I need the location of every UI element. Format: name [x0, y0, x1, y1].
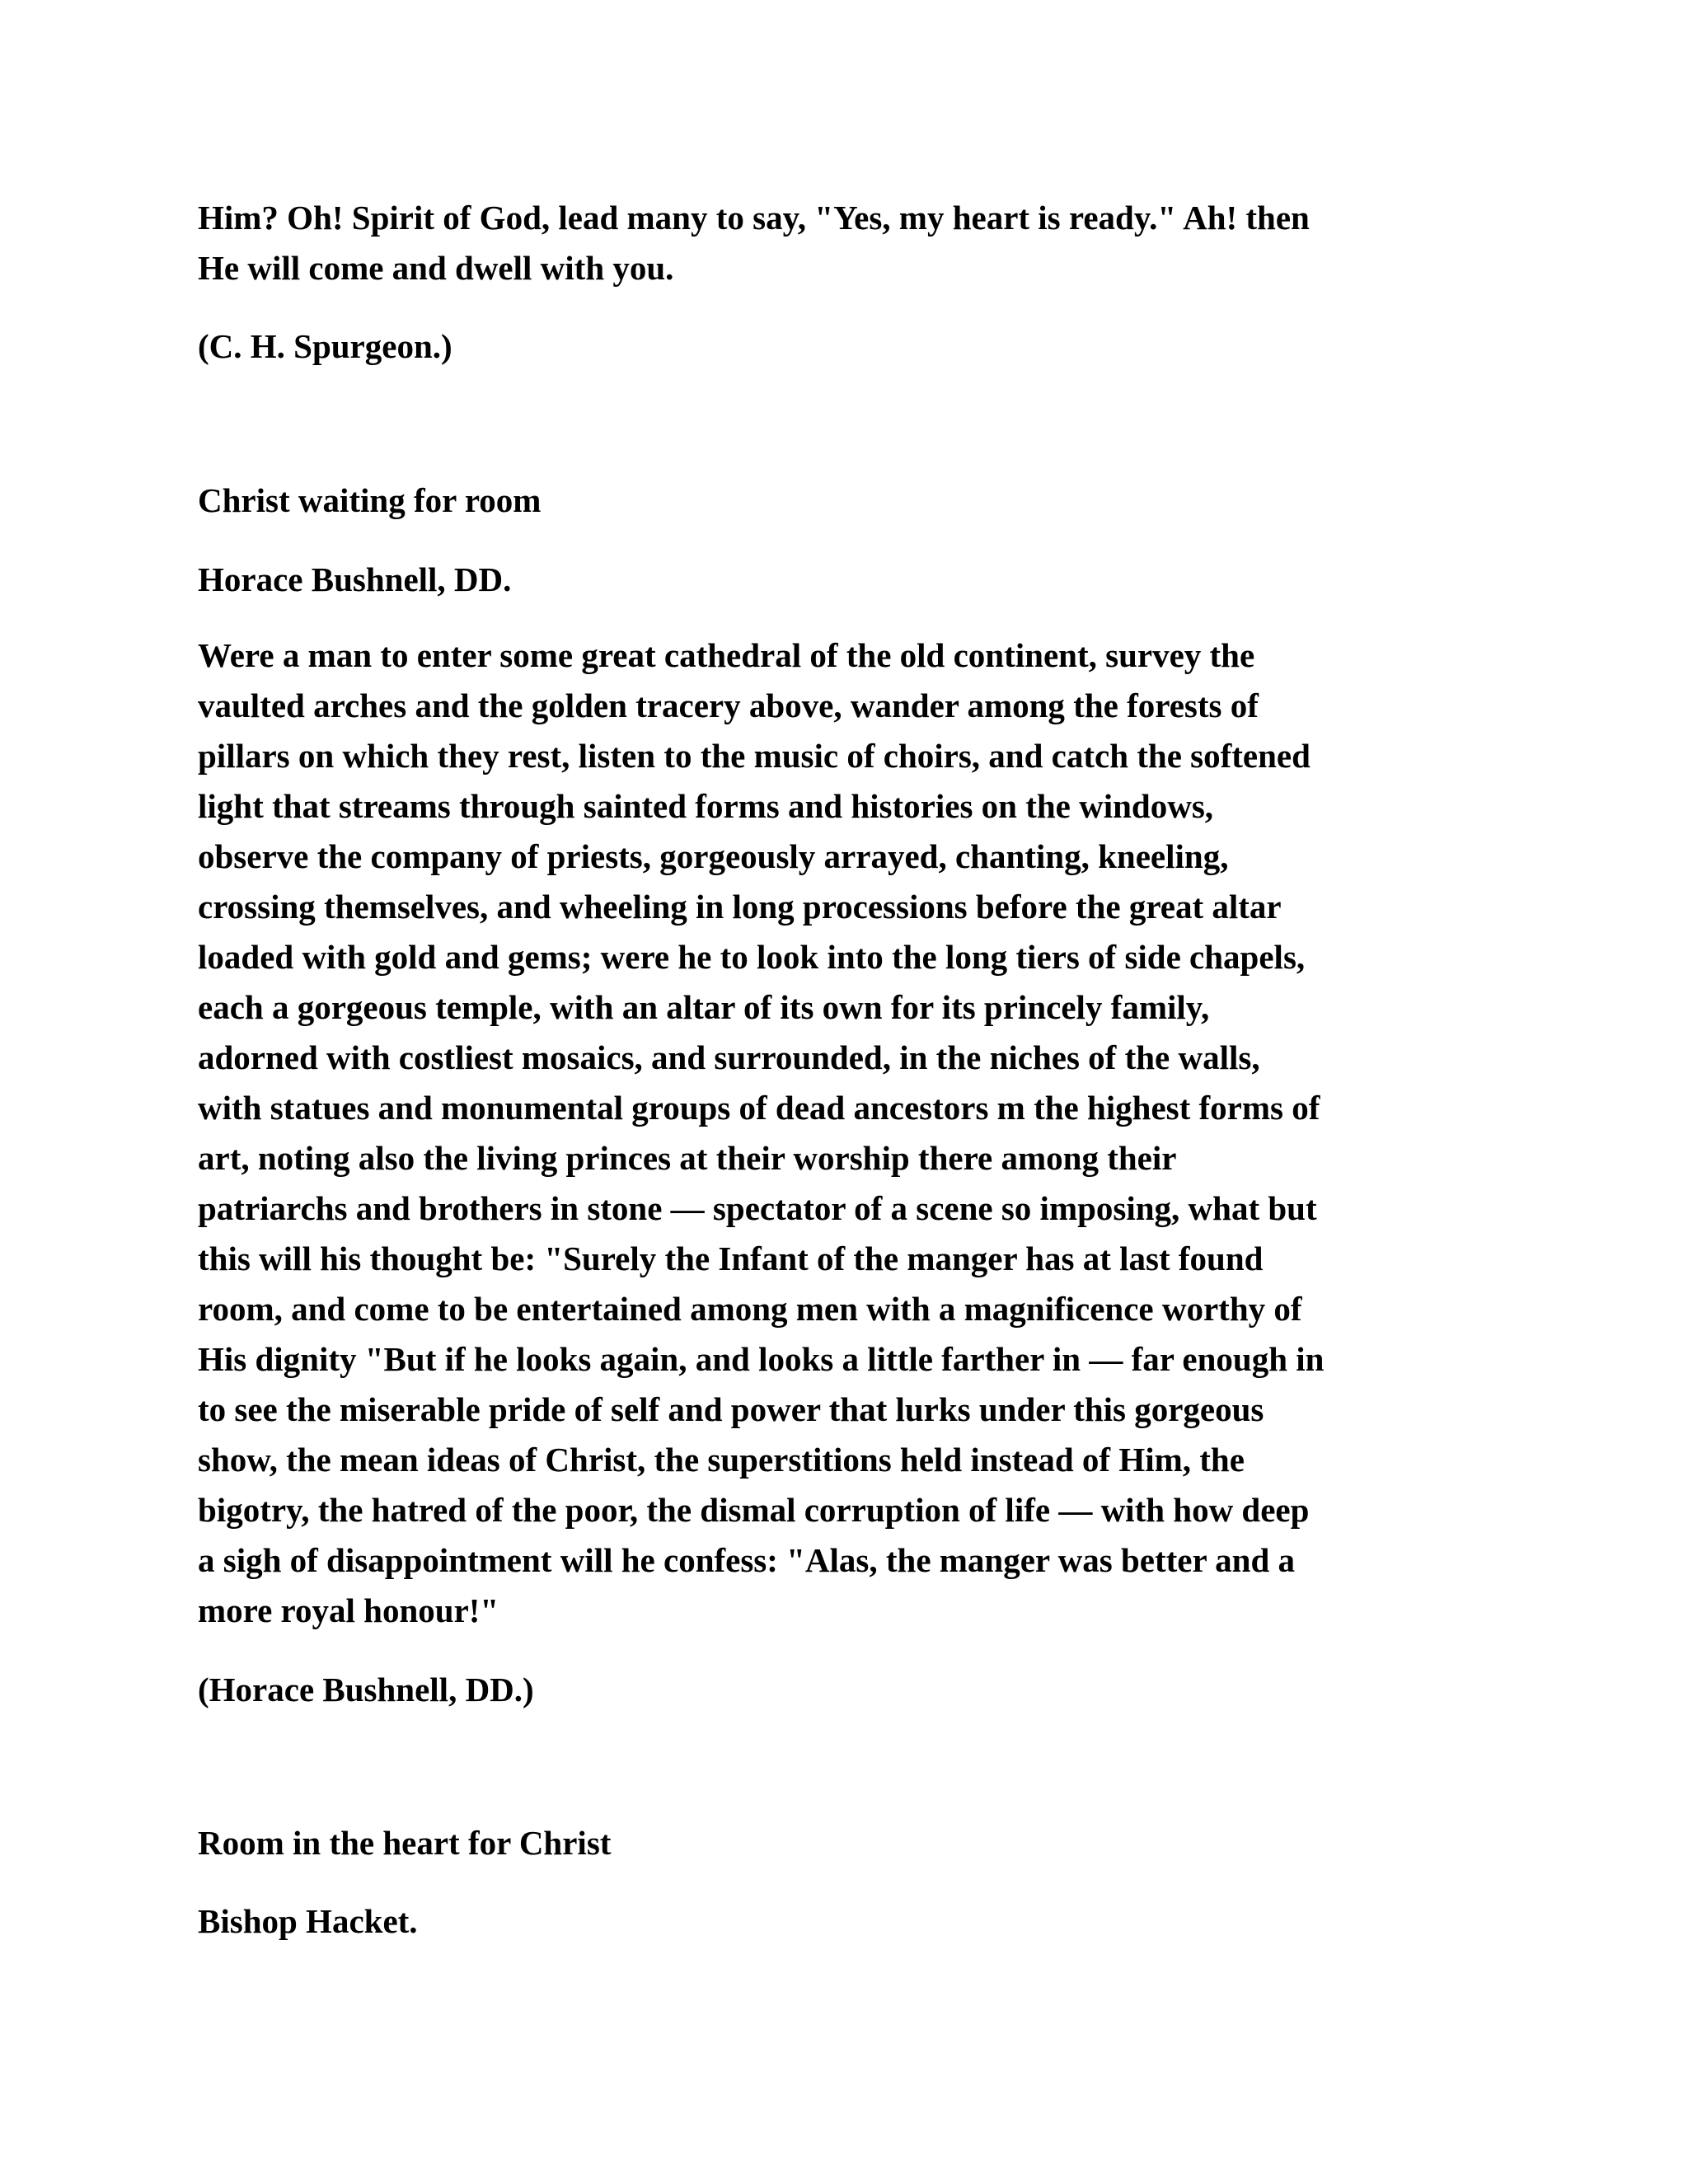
text-line: observe the company of priests, gorgeously arrayed, chanting, kneeling,: [198, 837, 1229, 875]
text-line: each a gorgeous temple, with an altar of its own for its princely family,: [198, 988, 1210, 1026]
text-line: His dignity "But if he looks again, and looks a little farther in — far enough in: [198, 1340, 1325, 1378]
text-line: art, noting also the living princes at their worship there among their: [198, 1139, 1177, 1177]
text-line: room, and come to be entertained among men with a magnificence worthy of: [198, 1290, 1302, 1328]
text-line: show, the mean ideas of Christ, the superstitions held instead of Him, the: [198, 1441, 1245, 1479]
text-line: to see the miserable pride of self and power that lurks under this gorgeous: [198, 1390, 1264, 1428]
text-line: adorned with costliest mosaics, and surrounded, in the niches of the walls,: [198, 1038, 1260, 1076]
text-line: Were a man to enter some great cathedral of the old continent, survey the: [198, 636, 1255, 674]
intro-paragraph: [198, 193, 1517, 293]
text-line: Him? Oh! Spirit of God, lead many to say, "Yes, my heart is ready." Ah! then: [198, 199, 1310, 237]
text-line: this will his thought be: "Surely the Infant of the manger has at last found: [198, 1240, 1264, 1277]
text-line: bigotry, the hatred of the poor, the dismal corruption of life — with how deep: [198, 1491, 1310, 1529]
text-line: pillars on which they rest, listen to the music of choirs, and catch the softened: [198, 737, 1311, 775]
section-author: Horace Bushnell, DD.: [198, 560, 512, 598]
text-line: with statues and monumental groups of dead ancestors m the highest forms of: [198, 1089, 1320, 1127]
text-line: a sigh of disappointment will he confess: "Alas, the manger was better and a: [198, 1541, 1296, 1579]
attribution-spurgeon: (C. H. Spurgeon.): [198, 327, 452, 365]
text-line: patriarchs and brothers in stone — spectator of a scene so imposing, what but: [198, 1189, 1317, 1227]
section-author: Bishop Hacket.: [198, 1902, 418, 1940]
text-line: He will come and dwell with you.: [198, 249, 674, 287]
section-title: Christ waiting for room: [198, 481, 542, 519]
text-line: more royal honour!": [198, 1591, 499, 1629]
text-line: vaulted arches and the golden tracery above, wander among the forests of: [198, 687, 1259, 724]
body-paragraph: [198, 630, 1517, 1636]
text-line: crossing themselves, and wheeling in long processions before the great altar: [198, 888, 1282, 926]
attribution-bushnell: (Horace Bushnell, DD.): [198, 1671, 534, 1708]
section-title: Room in the heart for Christ: [198, 1824, 612, 1862]
text-line: loaded with gold and gems; were he to look into the long tiers of side chapels,: [198, 938, 1306, 976]
text-line: light that streams through sainted forms and histories on the windows,: [198, 787, 1214, 825]
